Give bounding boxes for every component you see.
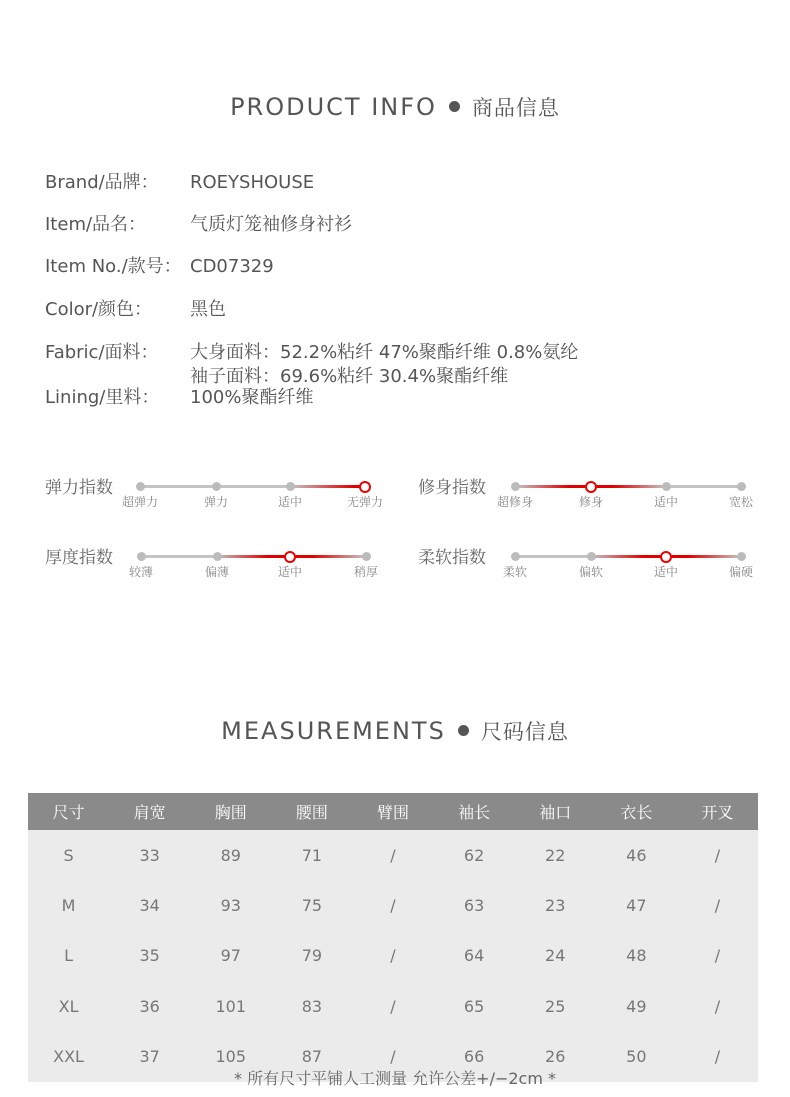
info-row xyxy=(45,168,314,194)
scale-point-label: 超修身 xyxy=(496,495,534,509)
table-cell: 46 xyxy=(626,845,647,865)
scale-point xyxy=(286,482,295,491)
table-cell: 75 xyxy=(301,896,323,916)
scale-point-label: 无弹力 xyxy=(346,495,384,509)
info-value: CD07329 xyxy=(190,256,274,277)
info-key: Fabric/面料： xyxy=(45,342,159,363)
scale-point-label: 柔软 xyxy=(502,565,528,579)
bullet-icon xyxy=(449,101,460,112)
info-value: 黑色 xyxy=(190,299,226,320)
table-cell: / xyxy=(390,946,396,966)
table-cell: XXL xyxy=(53,1047,84,1067)
scale-point xyxy=(212,482,221,491)
table-cell: / xyxy=(390,845,396,865)
column-header: 肩宽 xyxy=(109,793,190,830)
scale-point-label: 修身 xyxy=(578,495,604,509)
info-value: 大身面料：52.2%粘纤 47%聚酯纤维 0.8%氨纶 xyxy=(190,342,579,363)
table-cell: 63 xyxy=(463,896,485,916)
scale-point xyxy=(359,481,371,493)
table-cell: 47 xyxy=(626,896,647,916)
scale-point-label: 适中 xyxy=(277,565,303,579)
title-cn: 商品信息 xyxy=(471,96,560,120)
scale-point-label: 稍厚 xyxy=(353,565,379,579)
table-cell: / xyxy=(714,845,721,865)
info-key: Brand/品牌： xyxy=(45,172,159,193)
table-cell: / xyxy=(714,896,721,916)
table-cell: 87 xyxy=(301,1047,323,1067)
table-cell: 65 xyxy=(463,996,485,1016)
product-info-title xyxy=(0,92,790,122)
column-header: 开叉 xyxy=(677,793,758,830)
table-cell: 93 xyxy=(220,896,241,916)
column-header: 袖口 xyxy=(515,793,596,830)
table-cell: 101 xyxy=(215,996,247,1016)
table-cell: 48 xyxy=(626,946,647,966)
scale-label: 修身指数 xyxy=(418,478,486,498)
table-cell: / xyxy=(390,1047,396,1067)
table-cell: 105 xyxy=(215,1047,247,1067)
table-cell: 62 xyxy=(463,845,485,865)
table-cell: 66 xyxy=(463,1047,485,1067)
info-key: Color/颜色： xyxy=(45,299,153,320)
info-value: ROEYSHOUSE xyxy=(190,172,315,193)
table-cell: 24 xyxy=(545,946,566,966)
scale-label: 柔软指数 xyxy=(418,548,486,568)
table-cell: S xyxy=(63,845,74,865)
table-cell: 83 xyxy=(301,996,323,1016)
scale-point xyxy=(737,482,746,491)
info-value: 袖子面料：69.6%粘纤 30.4%聚酯纤维 xyxy=(190,366,509,387)
table-cell: 35 xyxy=(139,946,160,966)
table-row xyxy=(28,981,758,1031)
table-cell: 34 xyxy=(139,896,160,916)
scale-point-label: 超弹力 xyxy=(121,495,159,509)
title-en: PRODUCT INFO xyxy=(230,93,437,121)
table-cell: / xyxy=(390,996,396,1016)
scale-point xyxy=(284,551,296,563)
scale-point-label: 偏软 xyxy=(578,565,604,579)
bullet-icon xyxy=(458,725,469,736)
scale-point-label: 较薄 xyxy=(128,565,154,579)
table-cell: 79 xyxy=(301,946,323,966)
table-cell: 49 xyxy=(626,996,647,1016)
column-header: 腰围 xyxy=(271,793,352,830)
table-cell: 71 xyxy=(301,845,323,865)
table-cell: L xyxy=(64,946,74,966)
scale-point-label: 适中 xyxy=(277,495,303,509)
scale-point xyxy=(136,482,145,491)
scale-point xyxy=(362,552,371,561)
measurements-title xyxy=(0,716,790,746)
column-header: 尺寸 xyxy=(28,793,109,830)
scale-point xyxy=(137,552,146,561)
table-cell: 22 xyxy=(545,845,566,865)
scale-point xyxy=(660,551,672,563)
scale-point-label: 适中 xyxy=(653,565,679,579)
column-header: 衣长 xyxy=(596,793,677,830)
info-key: Item No./款号： xyxy=(45,256,182,277)
title-en: MEASUREMENTS xyxy=(221,717,446,745)
scale-point-label: 偏硬 xyxy=(728,565,754,579)
info-row xyxy=(45,295,226,321)
table-cell: / xyxy=(714,1047,721,1067)
info-row xyxy=(45,210,352,236)
scale-point xyxy=(737,552,746,561)
scale-point xyxy=(213,552,222,561)
scale-point xyxy=(511,552,520,561)
table-cell: / xyxy=(390,896,396,916)
scale-point-label: 宽松 xyxy=(728,495,754,509)
scale-label: 弹力指数 xyxy=(45,478,113,498)
table-row xyxy=(28,880,758,930)
scale-point xyxy=(587,552,596,561)
column-header: 臂围 xyxy=(352,793,433,830)
scale-point xyxy=(585,481,597,493)
column-header: 袖长 xyxy=(434,793,515,830)
table-row xyxy=(28,931,758,981)
table-row xyxy=(28,830,758,880)
info-value: 100%聚酯纤维 xyxy=(190,387,314,408)
table-cell: / xyxy=(714,996,721,1016)
measurement-note: * 所有尺寸平铺人工测量 允许公差+/−2cm * xyxy=(233,1069,557,1088)
table-cell: 25 xyxy=(545,996,566,1016)
scale-point-label: 偏薄 xyxy=(204,565,230,579)
info-row xyxy=(45,338,578,364)
table-cell: XL xyxy=(58,996,79,1016)
table-cell: 37 xyxy=(139,1047,160,1067)
table-cell: 26 xyxy=(545,1047,566,1067)
table-cell: 97 xyxy=(220,946,241,966)
info-row xyxy=(45,252,274,278)
table-cell: 89 xyxy=(220,845,241,865)
table-cell: 64 xyxy=(463,946,485,966)
info-value: 气质灯笼袖修身衬衫 xyxy=(190,214,352,235)
scale-point xyxy=(511,482,520,491)
title-cn: 尺码信息 xyxy=(480,720,569,744)
table-cell: M xyxy=(61,896,76,916)
info-key: Item/品名： xyxy=(45,214,147,235)
table-cell: 50 xyxy=(626,1047,647,1067)
scale-point xyxy=(662,482,671,491)
column-header: 胸围 xyxy=(190,793,271,830)
table-cell: 36 xyxy=(139,996,160,1016)
scale-highlight xyxy=(290,485,365,488)
info-row xyxy=(45,383,313,409)
info-key: Lining/里料： xyxy=(45,387,160,408)
table-cell: / xyxy=(714,946,721,966)
scale-label: 厚度指数 xyxy=(45,548,113,568)
table-cell: 33 xyxy=(139,845,160,865)
table-cell: 23 xyxy=(545,896,566,916)
scale-point-label: 弹力 xyxy=(203,495,229,509)
scale-point-label: 适中 xyxy=(653,495,679,509)
size-table xyxy=(28,793,758,1082)
